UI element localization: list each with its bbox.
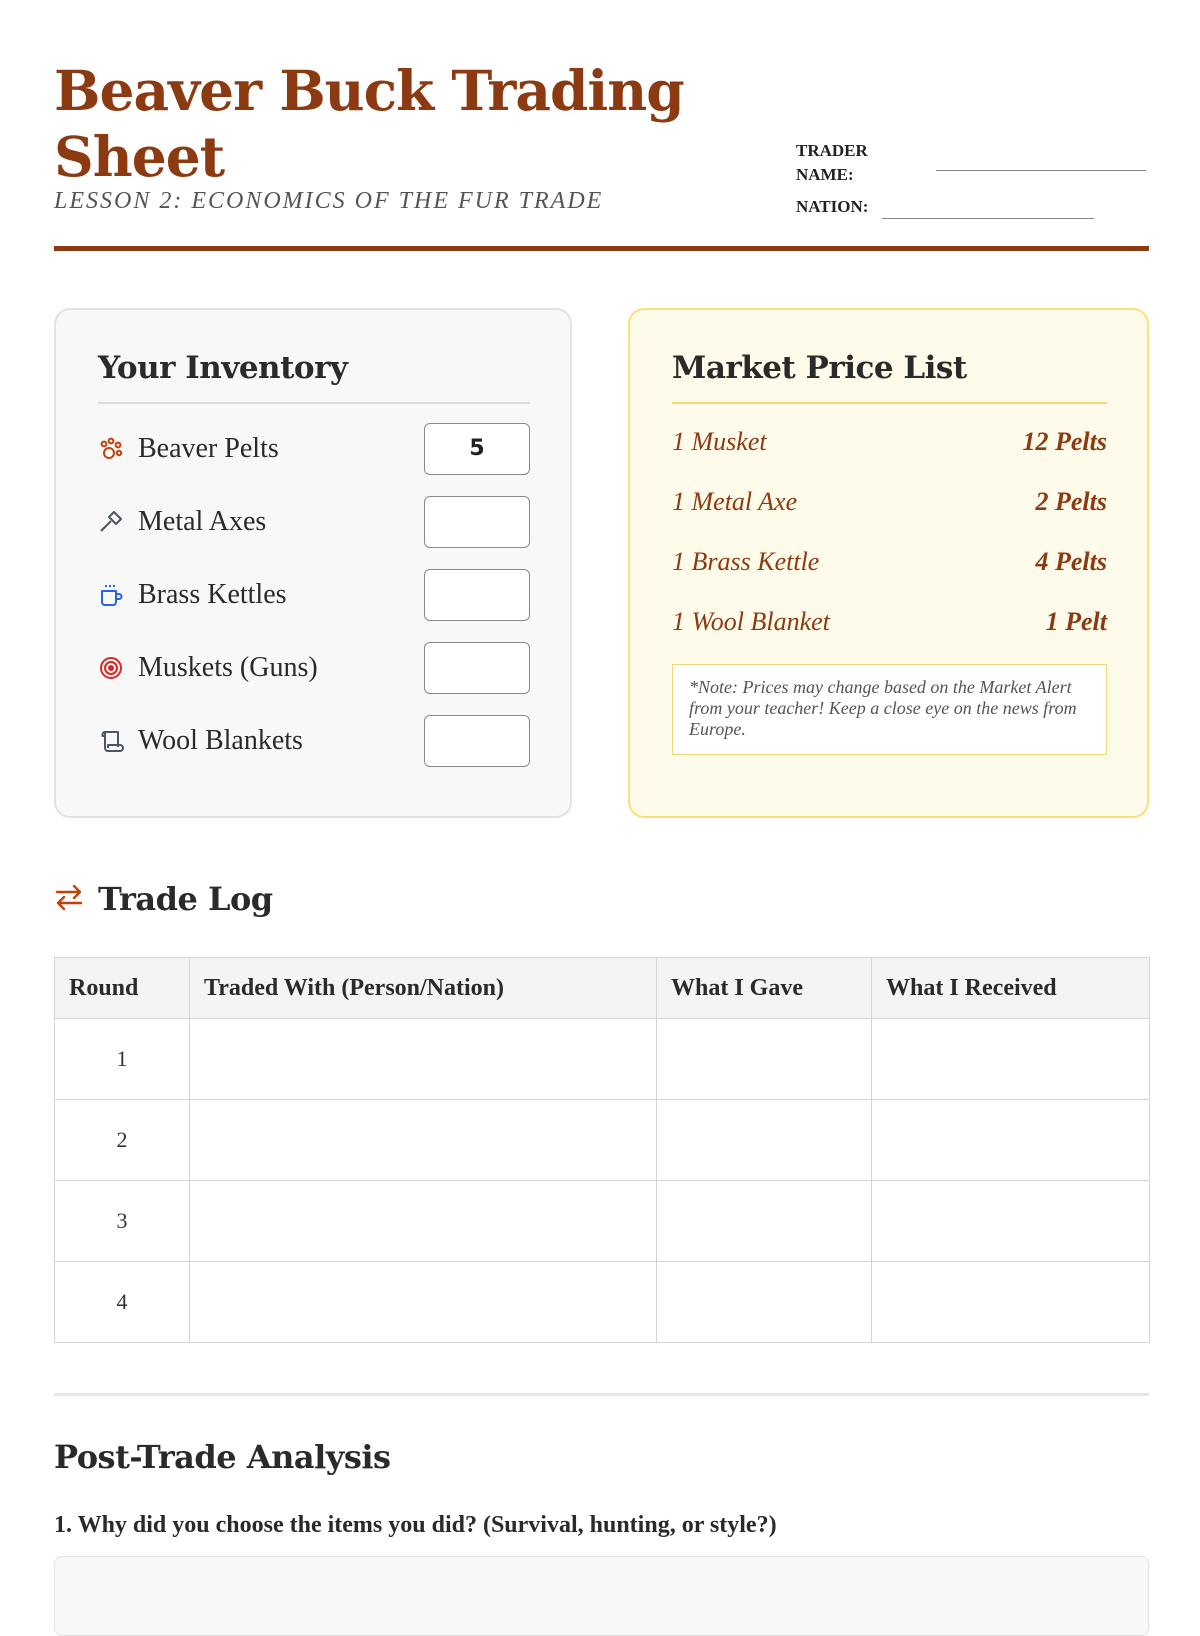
inventory-title: Your Inventory [98, 350, 530, 404]
metal-axes-input[interactable] [424, 496, 530, 548]
inventory-row-beaver-pelts [98, 412, 530, 485]
muskets-input[interactable] [424, 642, 530, 694]
round-number: 3 [55, 1181, 190, 1262]
table-header-row [55, 958, 1150, 1019]
inventory-row-metal-axes [98, 485, 530, 558]
inventory-card [54, 308, 572, 818]
price-item: 1 Metal Axe [672, 487, 798, 516]
inventory-row-wool-blankets [98, 704, 530, 777]
inventory-row-muskets [98, 631, 530, 704]
table-row [55, 1262, 1150, 1343]
what-i-gave-cell[interactable] [657, 1019, 872, 1100]
column-header-traded-with: Traded With (Person/Nation) [190, 958, 657, 1019]
price-row [672, 592, 1107, 652]
lesson-subtitle: LESSON 2: ECONOMICS OF THE FUR TRADE [54, 188, 604, 214]
trade-log-table [54, 957, 1150, 1343]
traded-with-cell[interactable] [190, 1181, 657, 1262]
inventory-item-label: Beaver Pelts [138, 432, 279, 464]
market-note: *Note: Prices may change based on the Market Alert from your teacher! Keep a close eye on the news from Europe. [672, 664, 1107, 755]
what-i-received-cell[interactable] [872, 1181, 1150, 1262]
what-i-gave-cell[interactable] [657, 1262, 872, 1343]
beaver-pelts-input[interactable]: 5 [424, 423, 530, 475]
table-row [55, 1181, 1150, 1262]
traded-with-cell[interactable] [190, 1100, 657, 1181]
inventory-item-label: Metal Axes [138, 505, 267, 537]
inventory-row-brass-kettles [98, 558, 530, 631]
swap-arrows-icon [54, 882, 84, 916]
wool-blankets-input[interactable] [424, 715, 530, 767]
trade-log-title: Trade Log [98, 880, 273, 918]
market-price-card [628, 308, 1149, 818]
round-number: 1 [55, 1019, 190, 1100]
traded-with-cell[interactable] [190, 1019, 657, 1100]
what-i-received-cell[interactable] [872, 1019, 1150, 1100]
what-i-received-cell[interactable] [872, 1262, 1150, 1343]
column-header-what-i-gave: What I Gave [657, 958, 872, 1019]
table-row [55, 1019, 1150, 1100]
price-row [672, 412, 1107, 472]
column-header-round: Round [55, 958, 190, 1019]
what-i-gave-cell[interactable] [657, 1100, 872, 1181]
market-title: Market Price List [672, 350, 1107, 404]
section-divider [54, 1393, 1149, 1396]
table-row [55, 1100, 1150, 1181]
trader-name-input[interactable] [936, 170, 1146, 171]
paw-icon [98, 436, 128, 462]
trader-name-label-line2: NAME: [796, 165, 854, 184]
inventory-item-label: Brass Kettles [138, 578, 287, 610]
page-title: Beaver Buck Trading Sheet [54, 58, 684, 189]
price-row [672, 472, 1107, 532]
price-item: 1 Musket [672, 427, 767, 456]
price-cost: 4 Pelts [1035, 547, 1107, 576]
cup-icon [98, 582, 128, 608]
nation-label: NATION: [796, 197, 869, 216]
nation-input[interactable] [882, 218, 1094, 219]
analysis-question-1: 1. Why did you choose the items you did? (Survival, hunting, or style?) [54, 1512, 777, 1538]
price-cost: 1 Pelt [1045, 607, 1107, 636]
brass-kettles-input[interactable] [424, 569, 530, 621]
price-cost: 12 Pelts [1022, 427, 1107, 456]
traded-with-cell[interactable] [190, 1262, 657, 1343]
inventory-item-label: Wool Blankets [138, 724, 303, 756]
answer-input-1[interactable] [54, 1556, 1149, 1636]
target-icon [98, 655, 128, 681]
round-number: 4 [55, 1262, 190, 1343]
price-item: 1 Wool Blanket [672, 607, 830, 636]
scroll-icon [98, 728, 128, 754]
trader-name-label-line1: TRADER [796, 141, 868, 160]
inventory-item-label: Muskets (Guns) [138, 651, 318, 683]
header-rule [54, 246, 1149, 251]
price-item: 1 Brass Kettle [672, 547, 820, 576]
trade-log-heading [54, 880, 273, 918]
price-row [672, 532, 1107, 592]
column-header-what-i-received: What I Received [872, 958, 1150, 1019]
what-i-received-cell[interactable] [872, 1100, 1150, 1181]
price-cost: 2 Pelts [1035, 487, 1107, 516]
round-number: 2 [55, 1100, 190, 1181]
hammer-icon [98, 509, 128, 535]
analysis-title: Post-Trade Analysis [54, 1438, 391, 1476]
what-i-gave-cell[interactable] [657, 1181, 872, 1262]
